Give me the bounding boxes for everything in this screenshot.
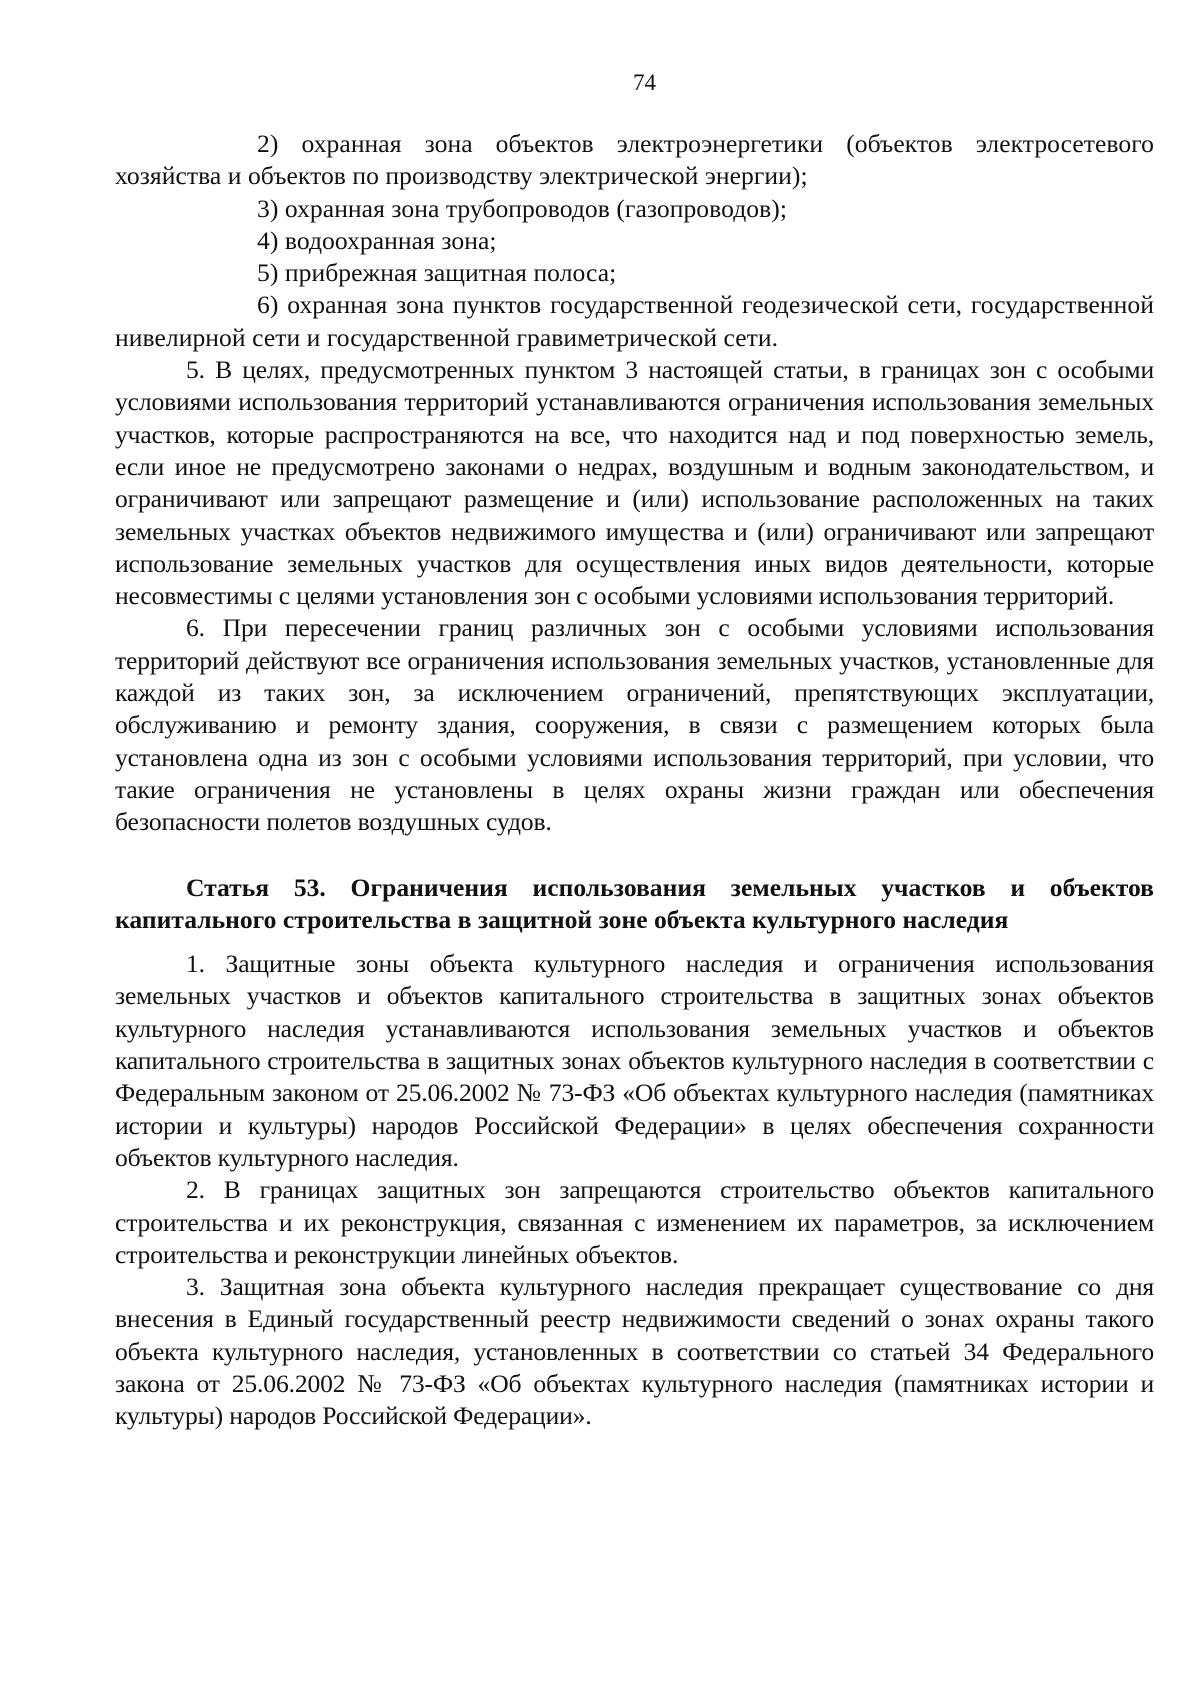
list-item-number: 2) [257,129,279,158]
paragraph [115,948,1154,1174]
paragraph-text: В целях, предусмотренных пунктом 3 настоящей статьи, в границах зон с особыми условиями использования территорий устанавливаются ограничения использования земельных участков, которые распространяются на все, что находится над и под поверхностью земель, если иное не предусмотрено законами о недрах, воздушным и водным законодательством, и ограничивают или запрещают размещение и (или) использование расположенных на таких земельных участках объектов недвижимого имущества и (или) ограничивают или запрещают использование земельных участков для осуществления иных видов деятельности, которые несовместимы с целями установления зон с особыми условиями использования территорий. [115,355,1154,611]
paragraph [115,1174,1154,1271]
list-item [115,257,1154,289]
paragraph-number: 6. [186,613,205,643]
paragraph-number: 5. [186,355,205,385]
paragraph-number: 1. [186,949,205,979]
paragraph-number: 2. [186,1175,205,1205]
paragraph [115,612,1154,838]
list-item-number: 3) [257,193,279,223]
list-item-text: прибрежная защитная полоса; [284,258,617,288]
paragraph [115,1271,1154,1432]
paragraph [115,354,1154,612]
list-item [115,128,1154,193]
page-number: 74 [633,70,656,95]
list-item [115,193,1154,225]
list-item-number: 5) [257,258,279,288]
list-item-number: 4) [257,225,279,255]
paragraph-number: 3. [186,1272,205,1302]
list-item-text: охранная зона пунктов государственной геодезической сети, государственной нивелирной сети и государственной гравиметрической сети. [115,290,1154,352]
article-heading: Статья 53. Ограничения использования земельных участков и объектов капитального строительства в защитной зоне объекта культурного наследия [115,872,1154,934]
list-item [115,289,1154,354]
list-item-number: 6) [257,290,279,320]
paragraph-text: При пересечении границ различных зон с особыми условиями использования территорий действуют все ограничения использования земельных участков, установленные для каждой из таких зон, за исключением ограничений, препятствующих эксплуатации, обслуживанию и ремонту здания, сооружения, в связи с размещением которых была установлена одна из зон с особыми условиями использования территорий, при условии, что такие ограничения не установлены в целях охраны жизни граждан или обеспечения безопасности полетов воздушных судов. [115,613,1154,837]
list-item [115,225,1154,257]
list-item-text: водоохранная зона; [284,225,497,255]
list-item-text: охранная зона объектов электроэнергетики (объектов электросетевого хозяйства и объектов по производству электрической энергии); [115,129,1154,191]
list-item-text: охранная зона трубопроводов (газопроводов); [284,193,788,223]
paragraph-text: Защитная зона объекта культурного наследия прекращает существование со дня внесения в Единый государственный реестр недвижимости сведений о зонах охраны такого объекта культурного наследия, установленных в соответствии со статьей 34 Федерального закона от 25.06.2002 № 73-ФЗ «Об объектах культурного наследия (памятниках истории и культуры) народов Российской Федерации». [115,1272,1154,1431]
paragraph-text: Защитные зоны объекта культурного наследия и ограничения использования земельных участков и объектов капитального строительства в защитных зонах объектов культурного наследия устанавливаются использования земельных участков и объектов капитального строительства в защитных зонах объектов культурного наследия в соответствии с Федеральным законом от 25.06.2002 № 73-ФЗ «Об объектах культурного наследия (памятниках истории и культуры) народов Российской Федерации» в целях обеспечения сохранности объектов культурного наследия. [115,949,1155,1172]
paragraph-text: В границах защитных зон запрещаются строительство объектов капитального строительства и их реконструкция, связанная с изменением их параметров, за исключением строительства и реконструкции линейных объектов. [115,1175,1155,1269]
